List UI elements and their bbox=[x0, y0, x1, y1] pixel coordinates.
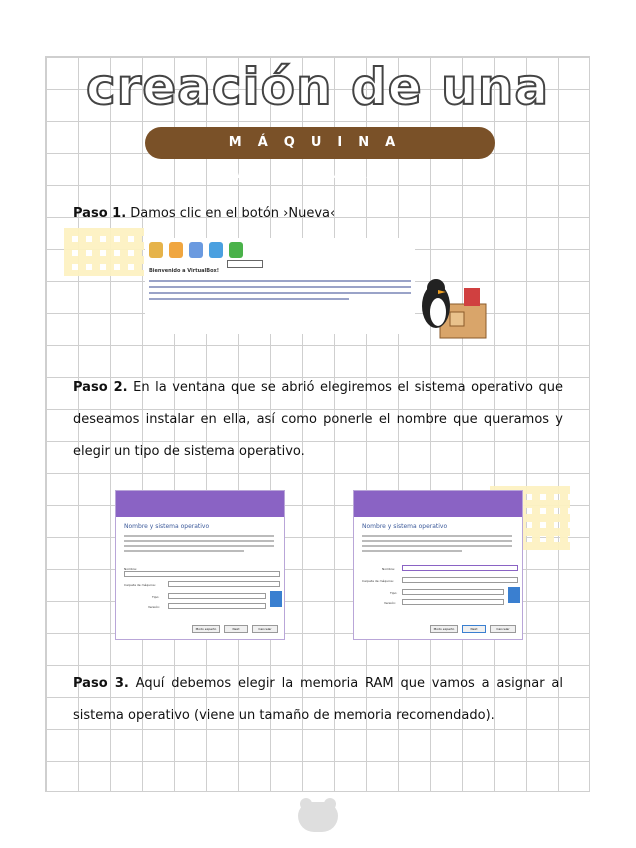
bear-icon bbox=[298, 802, 338, 832]
new-icon bbox=[229, 242, 243, 258]
type-select[interactable] bbox=[402, 589, 504, 595]
step-3-label: Paso 3. bbox=[73, 676, 129, 691]
dialog-heading: Nombre y sistema operativo bbox=[362, 523, 448, 530]
text-line bbox=[149, 280, 411, 282]
folder-label: Carpeta de máquina: bbox=[124, 583, 156, 587]
step-3-text: Aquí debemos elegir la memoria RAM que vamos a asignar al sistema operativo (viene un tamaño de memoria recomendado). bbox=[73, 676, 563, 723]
version-select[interactable] bbox=[168, 603, 266, 609]
text-line bbox=[149, 292, 411, 294]
new-button-highlight bbox=[227, 260, 263, 268]
subtitle-banner: MÁQUINA VIRTUAL bbox=[145, 127, 495, 159]
cancel-button[interactable]: Cancelar bbox=[490, 625, 516, 633]
penguin-icon bbox=[412, 262, 492, 342]
export-icon bbox=[189, 242, 203, 258]
step-2-label: Paso 2. bbox=[73, 380, 128, 395]
version-label: Versión: bbox=[384, 601, 397, 605]
import-icon bbox=[169, 242, 183, 258]
dialog-title-bar bbox=[116, 491, 284, 517]
expert-mode-button[interactable]: Modo experto bbox=[192, 625, 220, 633]
type-label: Tipo: bbox=[152, 595, 160, 599]
virtualbox-toolbar-screenshot bbox=[145, 238, 415, 334]
next-button[interactable]: Next bbox=[462, 625, 486, 633]
type-label: Tipo: bbox=[390, 591, 398, 595]
cancel-button[interactable]: Cancelar bbox=[252, 625, 278, 633]
step-1-label: Paso 1. bbox=[73, 206, 127, 221]
version-select[interactable] bbox=[402, 599, 504, 605]
dialog-heading: Nombre y sistema operativo bbox=[124, 523, 210, 530]
page-title: creación de una bbox=[85, 58, 550, 116]
next-button[interactable]: Next bbox=[224, 625, 248, 633]
name-input[interactable] bbox=[124, 571, 280, 577]
folder-select[interactable] bbox=[402, 577, 518, 583]
folder-label: Carpeta de máquina: bbox=[362, 579, 394, 583]
version-label: Versión: bbox=[148, 605, 161, 609]
preferences-icon bbox=[149, 242, 163, 258]
step-3 bbox=[73, 668, 563, 732]
create-vm-dialog-right bbox=[353, 490, 523, 640]
name-label: Nombre: bbox=[124, 567, 137, 571]
step-1-text: Damos clic en el botón ›Nueva‹ bbox=[130, 206, 336, 221]
create-vm-dialog-left bbox=[115, 490, 285, 640]
step-2-text: En la ventana que se abrió elegiremos el sistema operativo que deseamos instalar en ella, así como ponerle el nombre que queramos y elegir un tipo de sistema operativo. bbox=[73, 380, 563, 459]
os-icon bbox=[508, 587, 520, 603]
welcome-heading: Bienvenido a VirtualBox! bbox=[149, 268, 220, 274]
tools-icon bbox=[209, 242, 223, 258]
text-line bbox=[149, 286, 411, 288]
name-input[interactable] bbox=[402, 565, 518, 571]
type-select[interactable] bbox=[168, 593, 266, 599]
step-1 bbox=[73, 198, 563, 230]
dialog-title-bar bbox=[354, 491, 522, 517]
checker-decoration bbox=[64, 228, 144, 276]
text-line bbox=[149, 298, 349, 300]
toolbar bbox=[149, 242, 243, 258]
folder-select[interactable] bbox=[168, 581, 280, 587]
step-2 bbox=[73, 372, 563, 468]
name-label: Nombre: bbox=[382, 567, 395, 571]
expert-mode-button[interactable]: Modo experto bbox=[430, 625, 458, 633]
os-icon bbox=[270, 591, 282, 607]
